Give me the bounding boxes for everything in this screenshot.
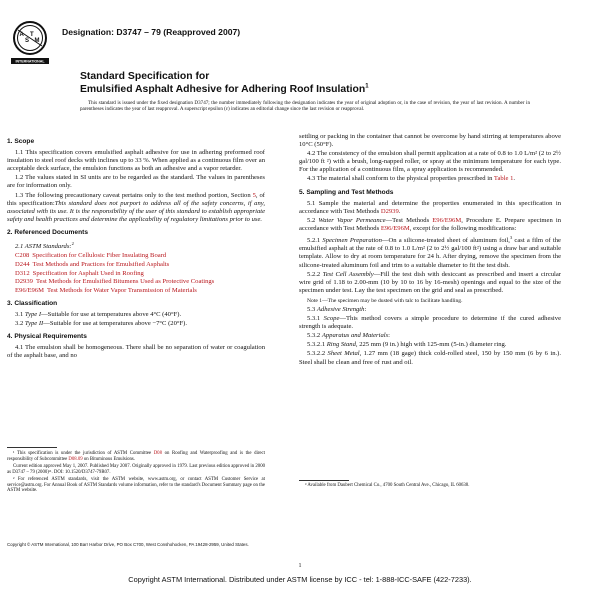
reference-code[interactable]: D312: [15, 269, 30, 277]
para-5-3-2-1-num: 5.3.2.1: [307, 341, 327, 349]
issuance-notice: [80, 100, 530, 113]
left-column: [7, 133, 265, 361]
para-1-3: [7, 192, 265, 224]
para-5-2-text-c: , except for the following modifications:: [409, 224, 517, 232]
para-4-1: 4.1 The emulsion shall be homogeneous. There shall be no separation of water or coagulation of the asphalt base, and no: [7, 344, 265, 360]
footnote-3: ³ Available from Daubert Chemical Co., 4700 South Central Ave., Chicago, IL 60638.: [305, 483, 470, 488]
title-block: [80, 70, 580, 96]
para-1-3-text: 1.3 The following precautionary caveat pertains only to the test method portion, Section: [15, 191, 253, 199]
apparatus-label: Apparatus and Materials: [321, 332, 389, 340]
link-section-5[interactable]: 5: [252, 191, 256, 199]
wvp-label: Water Vapor Permeance: [318, 216, 386, 224]
reference-title[interactable]: Specification for Asphalt Used in Roofing: [32, 269, 144, 277]
para-3-1: [7, 311, 265, 319]
footnote-1-edition: Current edition approved May 1, 2007. Published May 2007. Originally approved in 1979. Last previous edition approved in 2000 as D3747 – 79 (2000)ᵉ¹. DOI: 10.1520/D3747-79R07.: [7, 463, 265, 475]
para-5-1-end: .: [398, 207, 401, 215]
para-5-3-2: [299, 332, 561, 340]
scope-label: Scope: [323, 315, 340, 323]
link-e96[interactable]: E96/E96M: [380, 224, 410, 232]
para-5-3-1-text: —This method covers a simple procedure to determine if the cured adhesive strength is adequate.: [299, 315, 561, 331]
para-5-1: [299, 200, 561, 216]
footnote-divider: [7, 447, 57, 448]
para-5-3-2-1: [299, 341, 561, 349]
para-5-2-1: [299, 234, 561, 270]
footnote-1-text-c: on Bituminous Emulsions.: [82, 456, 135, 462]
footnote-2: ² For referenced ASTM standards, visit the ASTM website, www.astm.org, or contact ASTM Customer Service at service@astm.org. For Annual Book of ASTM Standards volume information, refer to the standard's Document Summary page on the ASTM website.: [7, 476, 265, 494]
link-d08[interactable]: D08: [153, 451, 162, 456]
adhesive-strength-label: Adhesive Strength: [316, 305, 365, 313]
sheet-metal-label: Sheet Metal: [327, 350, 360, 358]
para-5-3-2-colon: :: [388, 332, 390, 340]
ring-stand-label: Ring Stand: [326, 341, 356, 349]
footnote-divider: [299, 480, 349, 481]
para-4-1-continued: settling or packing in the container that cannot be overcome by hand stirring at temperatures above 10°C (50°F).: [299, 133, 561, 149]
astm-logo-icon: [8, 18, 52, 68]
para-5-3-colon: :: [364, 305, 367, 313]
footnote-1: [7, 451, 265, 463]
para-5-2-text-b: , Procedure E. Prepare specimen in accordance with Test Methods: [299, 216, 561, 232]
link-d2939[interactable]: D2939: [380, 207, 399, 215]
section-referenced-documents-heading: 2. Referenced Documents: [7, 228, 88, 236]
svg-text:M: M: [34, 38, 40, 44]
title-line-1: Standard Specification for: [80, 71, 210, 82]
svg-text:INTERNATIONAL: INTERNATIONAL: [15, 59, 45, 64]
title-footnote-ref: 1: [365, 83, 369, 90]
section-scope-heading: 1. Scope: [7, 138, 35, 145]
para-5-1-text: 5.1 Sample the material and determine the properties enumerated in this specification in accordance with Test Methods: [299, 199, 561, 215]
right-column: [299, 133, 561, 368]
type-1-label: Type I: [24, 310, 42, 318]
link-table-1[interactable]: Table 1: [493, 175, 514, 183]
para-5-3-1-num: 5.3.1: [307, 315, 324, 323]
para-4-3: [299, 175, 561, 183]
reference-item[interactable]: [15, 270, 265, 278]
para-5-2-1-text: —On a silicone-treated sheet of aluminum foil,: [381, 237, 510, 245]
para-1-1: 1.1 This specification covers emulsified asphalt adhesive for use in adhering preformed roof insulation to steel roof decks with inclines up to 33 %. When applied as a continuous film over an acceptable deck surface, the emulsion functions as both an adhesive and a vapor retarder.: [7, 149, 265, 173]
footnote-ref-3: 3: [509, 235, 513, 241]
specimen-prep-label: Specimen Preparation: [322, 237, 382, 245]
reference-code[interactable]: C208: [15, 252, 30, 260]
para-3-2: [7, 320, 265, 328]
para-5-2-1-text-b: cast a film of the emulsified asphalt at the rate of 0.8 to 1.0 L/m² (2 to 2½ gal/100 ft²) using a draw bar and suitable template. Allow to dry at room temperature for 24 h. After drying, remove the specimen from the silicone-treated aluminum foil and trim to a suitable diameter to fit the test dish.: [299, 237, 561, 269]
para-5-3-1: [299, 315, 561, 331]
para-4-3-text: 4.3 The material shall conform to the physical properties prescribed in: [307, 175, 494, 183]
footnotes-right: [299, 483, 561, 489]
para-5-2-2: [299, 271, 561, 295]
para-3-1-num: 3.1: [15, 310, 25, 318]
page-number: 1: [298, 563, 302, 569]
reference-item[interactable]: [15, 278, 265, 286]
safety-caveat: This standard does not purport to address all of the safety concerns, if any, associated with its use. It is the responsibility of the user of this standard to establish appropriate safety and health practices and determine the applicability of regulatory limitations prior to use.: [7, 199, 265, 223]
reference-code[interactable]: D2939: [15, 278, 33, 286]
footnote-1-text-b: on Roofing and Waterproofing and is the direct responsibility of Subcommittee: [7, 451, 265, 462]
para-5-3-2-1-text: , 225 mm (9 in.) high with 125-mm (5-in.) diameter ring.: [355, 341, 507, 349]
para-5-2-2-num: 5.2.2: [307, 270, 323, 278]
type-2-label: Type II: [24, 319, 44, 327]
title-main: Emulsified Asphalt Adhesive for Adhering Roof Insulation: [80, 84, 366, 95]
para-5-2-1-num: 5.2.1: [307, 237, 323, 245]
para-5-3-2-2-text: , 1.27 mm (18 gage) thick cold-rolled steel, 150 by 150 mm (6 by 6 in.). Steel shall be clean and free of rust and oil.: [299, 350, 561, 366]
footnotes-left: [7, 451, 265, 495]
section-classification-heading: 3. Classification: [7, 299, 58, 307]
para-5-3-2-num: 5.3.2: [307, 332, 322, 340]
reference-title[interactable]: Test Methods for Water Vapor Transmission of Materials: [46, 286, 197, 294]
para-3-1-text: —Suitable for use at temperatures above 4°C (40°F).: [41, 310, 182, 318]
para-5-3: [299, 306, 561, 314]
section-physical-requirements-heading: 4. Physical Requirements: [7, 333, 87, 341]
footnote-1-text: ¹ This specification is under the jurisdiction of ASTM Committee: [13, 451, 154, 456]
para-5-3-2-2: [299, 350, 561, 366]
svg-text:T: T: [30, 32, 34, 38]
reference-title[interactable]: Test Methods and Practices for Emulsified Asphalts: [32, 260, 170, 268]
designation-heading: Designation: D3747 – 79 (Reapproved 2007): [62, 27, 241, 37]
para-5-3-2-2-num: 5.3.2.2: [307, 350, 328, 358]
para-1-3-text-b: , of this specification:: [7, 191, 265, 207]
copyright-notice: Copyright © ASTM International, 100 Barr Harbor Drive, PO Box C700, West Conshohocken, PA 19428-2959, United States.: [7, 542, 249, 547]
notice-text: This standard is issued under the fixed designation D3747; the number immediately following the designation indicates the year of original adoption or, in the case of revision, the year of last revision. A number in parentheses indicates the year of last reapproval. A superscript epsilon (ε) indicates an editorial change since the last revision or reapproval.: [80, 100, 530, 113]
link-e96[interactable]: E96/E96M: [432, 216, 462, 224]
section-sampling-heading: 5. Sampling and Test Methods: [299, 188, 394, 196]
title-line-2: [80, 83, 580, 96]
svg-text:A: A: [19, 32, 24, 38]
license-notice: Copyright ASTM International. Distributed under ASTM license by ICC - tel: 1-888-ICC-SAFE (422-7233).: [128, 575, 472, 584]
reference-title[interactable]: Specification for Cellulosic Fiber Insulating Board: [32, 252, 167, 260]
svg-text:S: S: [25, 38, 30, 44]
note-1: Note 1—The specimen may be dusted with talc to facilitate handling.: [307, 297, 463, 304]
para-4-2: 4.2 The consistency of the emulsion shall permit application at a rate of 0.8 to 1.0 L/m² (2 to 2½ gal/100 ft ²) with a brush, long-napped roller, or spray at the minimum temperature for each type. For the application of a continuous film, a spray application is recommended.: [299, 150, 561, 174]
test-cell-label: Test Cell Assembly: [322, 270, 374, 278]
link-d08-09[interactable]: D08.09: [68, 456, 83, 462]
para-1-2: 1.2 The values stated in SI units are to be regarded as the standard. The values in parentheses are for information only.: [7, 174, 265, 190]
reference-item[interactable]: [15, 252, 265, 260]
para-5-2-num: 5.2: [307, 216, 319, 224]
reference-code[interactable]: D244: [15, 260, 30, 268]
para-5-3-num: 5.3: [307, 305, 317, 313]
para-5-2: [299, 217, 561, 233]
reference-item[interactable]: [15, 287, 265, 295]
reference-code[interactable]: E96/E96M: [15, 286, 44, 294]
reference-title[interactable]: Test Methods for Emulsified Bitumens Used as Protective Coatings: [35, 278, 215, 286]
para-4-3-end: .: [513, 175, 516, 183]
reference-item[interactable]: [15, 261, 265, 269]
astm-standards-label: 2.1 ASTM Standards:: [15, 243, 72, 251]
para-3-2-text: —Suitable for use at temperatures above −7°C (20°F).: [43, 319, 188, 327]
para-5-2-2-text: —Fill the test dish with desiccant as prescribed and insert a circular wire grid of 1.18 to 2.00-mm (10 by 10 to 16 by 16-mesh) openings and equal to the size of the specimen under test. Lay the test specimen on the grid and seal as prescribed.: [299, 270, 561, 294]
para-5-2-text: —Test Methods: [385, 216, 433, 224]
para-3-2-num: 3.2: [15, 319, 25, 327]
para-2-1: [7, 240, 265, 251]
footnote-ref-2: 2: [71, 241, 74, 247]
